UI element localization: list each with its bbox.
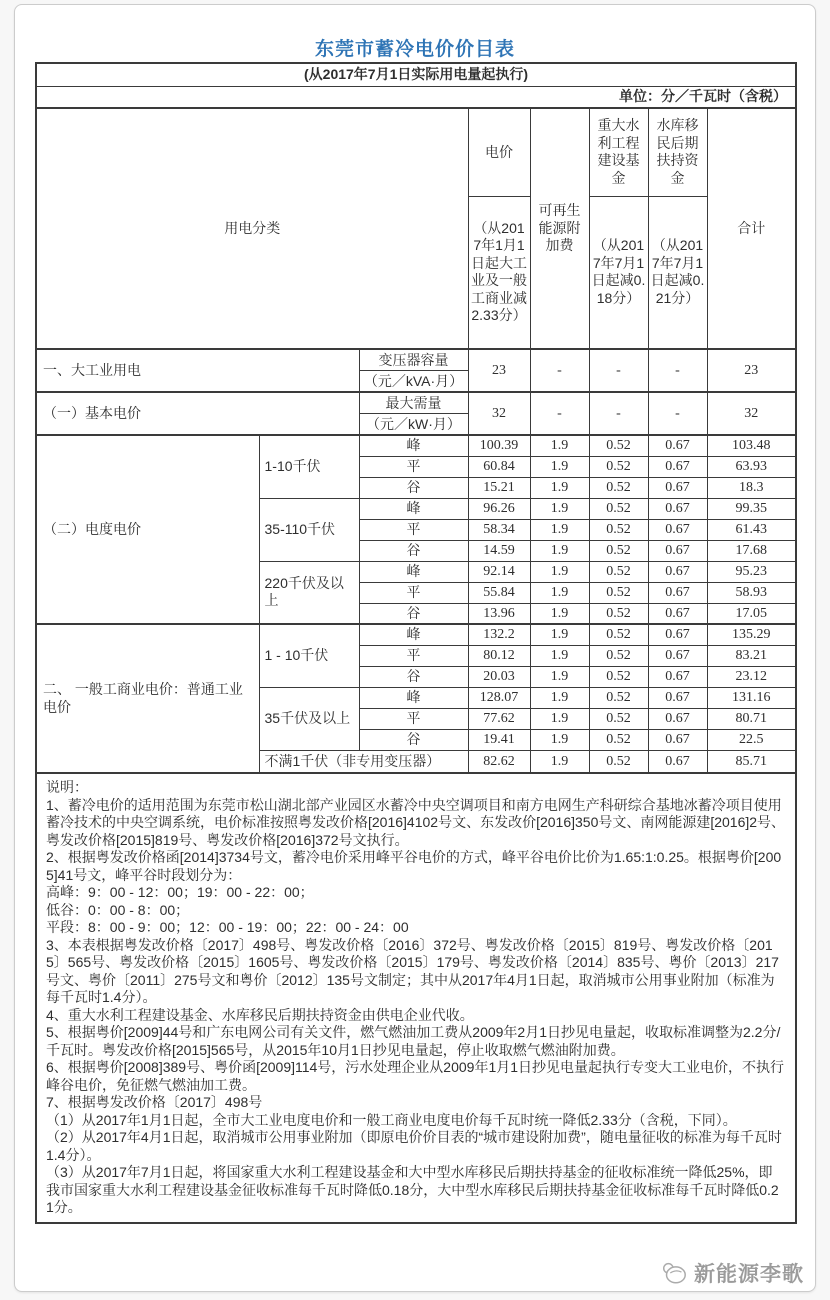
value-cell: 96.26 xyxy=(468,498,530,519)
value-cell: 32 xyxy=(707,392,796,435)
note-line: 5、根据粤价[2009]44号和广东电网公司有关文件，燃气燃油加工费从2009年2月1日抄见电量起，收取标准调整为2.2分/千瓦时。粤发改价格[2015]565号，从2015年10月1日抄见电量起，停止收取燃气燃油附加费。 xyxy=(46,1024,781,1058)
period-cell: 峰 xyxy=(359,687,468,708)
watermark-text: 新能源李歌 xyxy=(694,1263,804,1286)
value-cell: 19.41 xyxy=(468,729,530,750)
value-cell: 17.68 xyxy=(707,540,796,561)
value-cell: 99.35 xyxy=(707,498,796,519)
value-cell: 55.84 xyxy=(468,582,530,603)
value-cell: 132.2 xyxy=(468,624,530,645)
value-cell: - xyxy=(648,349,707,392)
value-cell: 23.12 xyxy=(707,666,796,687)
value-cell: 0.67 xyxy=(648,624,707,645)
note-line: 6、根据粤价[2008]389号、粤价函[2009]114号，污水处理企业从2009年1月1日抄见电量起执行专变大工业电价，不执行峰谷电价，免征燃气燃油加工费。 xyxy=(46,1059,785,1093)
value-cell: 1.9 xyxy=(530,582,589,603)
note-line: 平段：8：00 - 9：00；12：00 - 19：00；22：00 - 24：00 xyxy=(46,919,409,935)
value-cell: 60.84 xyxy=(468,456,530,477)
value-cell: 0.52 xyxy=(589,708,648,729)
period-cell: 谷 xyxy=(359,477,468,498)
value-cell: 1.9 xyxy=(530,750,589,773)
value-cell: 1.9 xyxy=(530,519,589,540)
value-cell: 0.52 xyxy=(589,540,648,561)
voltage-1-10kv: 1-10千伏 xyxy=(259,435,359,498)
value-cell: 1.9 xyxy=(530,540,589,561)
value-cell: 1.9 xyxy=(530,456,589,477)
value-cell: 0.52 xyxy=(589,498,648,519)
value-cell: 0.52 xyxy=(589,582,648,603)
table-row xyxy=(36,349,796,392)
value-cell: 13.96 xyxy=(468,603,530,624)
value-cell: 0.67 xyxy=(648,729,707,750)
header-reservoir-fund-note: （从2017年7月1日起减0.21分） xyxy=(648,196,707,349)
value-cell: 1.9 xyxy=(530,624,589,645)
header-total: 合计 xyxy=(707,108,796,349)
value-cell: 23 xyxy=(707,349,796,392)
value-cell: 0.52 xyxy=(589,477,648,498)
value-cell: 128.07 xyxy=(468,687,530,708)
value-cell: 0.52 xyxy=(589,729,648,750)
value-cell: 92.14 xyxy=(468,561,530,582)
period-cell: 平 xyxy=(359,456,468,477)
value-cell: - xyxy=(530,349,589,392)
value-cell: 14.59 xyxy=(468,540,530,561)
period-cell: 峰 xyxy=(359,435,468,456)
value-cell: 1.9 xyxy=(530,687,589,708)
item-max-demand: 最大需量 （元／kW·月） xyxy=(359,392,468,435)
value-cell: 95.23 xyxy=(707,561,796,582)
period-cell: 平 xyxy=(359,708,468,729)
table-row xyxy=(36,435,796,456)
value-cell: 0.67 xyxy=(648,498,707,519)
period-cell: 平 xyxy=(359,645,468,666)
notes-title: 说明： xyxy=(46,779,88,795)
value-cell: 0.67 xyxy=(648,519,707,540)
period-cell: 谷 xyxy=(359,729,468,750)
value-cell: 23 xyxy=(468,349,530,392)
value-cell: 1.9 xyxy=(530,729,589,750)
value-cell: 0.52 xyxy=(589,624,648,645)
header-renewable-surcharge: 可再生能源附加费 xyxy=(530,108,589,349)
period-cell: 平 xyxy=(359,582,468,603)
value-cell: 0.52 xyxy=(589,645,648,666)
price-table xyxy=(35,62,797,1224)
note-line: 低谷：0：00 - 8：00； xyxy=(46,901,190,918)
value-cell: 58.34 xyxy=(468,519,530,540)
value-cell: 22.5 xyxy=(707,729,796,750)
value-cell: 0.52 xyxy=(589,750,648,773)
value-cell: 20.03 xyxy=(468,666,530,687)
value-cell: 77.62 xyxy=(468,708,530,729)
value-cell: 0.67 xyxy=(648,540,707,561)
period-cell: 谷 xyxy=(359,603,468,624)
value-cell: 0.52 xyxy=(589,666,648,687)
notes-section xyxy=(36,773,796,1223)
value-cell: 1.9 xyxy=(530,666,589,687)
note-line: （3）从2017年7月1日起，将国家重大水利工程建设基金和大中型水库移民后期扶持基金的征收标准统一降低25%，即我市国家重大水利工程建设基金征收标准每千瓦时降低0.18分，大中型水库移民后期扶持基金征收标准每千瓦时降低0.21分。 xyxy=(46,1164,779,1215)
header-water-fund-note: （从2017年7月1日起减0.18分） xyxy=(589,196,648,349)
page-title: 东莞市蓄冷电价价目表 xyxy=(314,39,515,60)
value-cell: 135.29 xyxy=(707,624,796,645)
value-cell: 0.52 xyxy=(589,456,648,477)
value-cell: 0.67 xyxy=(648,687,707,708)
voltage-35-110kv: 35-110千伏 xyxy=(259,498,359,561)
value-cell: 80.71 xyxy=(707,708,796,729)
value-cell: 0.67 xyxy=(648,477,707,498)
header-price: 电价 xyxy=(468,108,530,196)
value-cell: 17.05 xyxy=(707,603,796,624)
value-cell: 1.9 xyxy=(530,708,589,729)
note-line: 高峰：9：00 - 12：00；19：00 - 22：00； xyxy=(46,884,314,900)
value-cell: 63.93 xyxy=(707,456,796,477)
value-cell: 83.21 xyxy=(707,645,796,666)
value-cell: 1.9 xyxy=(530,477,589,498)
value-cell: 0.67 xyxy=(648,603,707,624)
table-row xyxy=(36,392,796,435)
voltage-under-1kv: 不满1千伏（非专用变压器） xyxy=(259,750,468,773)
category-energy-price: （二）电度电价 xyxy=(36,435,259,624)
value-cell: 0.67 xyxy=(648,561,707,582)
value-cell: 0.67 xyxy=(648,750,707,773)
value-cell: 1.9 xyxy=(530,498,589,519)
value-cell: 0.52 xyxy=(589,435,648,456)
period-cell: 峰 xyxy=(359,624,468,645)
table-row xyxy=(36,624,796,645)
note-line: 1、蓄冷电价的适用范围为东莞市松山湖北部产业园区水蓄冷中央空调项目和南方电网生产科研综合基地冰蓄冷项目使用蓄冷技术的中央空调系统，电价标准按照粤发改价格[2016]4102号文、东发改价[2016]350号文、南网能源建[2016]2号、粤发改价格[2015]819号、粤发改价格[2016]372号文执行。 xyxy=(46,796,786,848)
value-cell: 15.21 xyxy=(468,477,530,498)
category-large-industry: 一、大工业用电 xyxy=(36,349,359,392)
value-cell: 85.71 xyxy=(707,750,796,773)
value-cell: - xyxy=(589,349,648,392)
value-cell: 32 xyxy=(468,392,530,435)
voltage-220kv-above: 220千伏及以上 xyxy=(259,561,359,624)
category-commercial-price: 二、 一般工商业电价：普通工业电价 xyxy=(36,624,259,773)
value-cell: 82.62 xyxy=(468,750,530,773)
value-cell: 0.52 xyxy=(589,561,648,582)
note-line: 2、根据粤发改价格函[2014]3734号文，蓄冷电价采用峰平谷电价的方式，峰平谷电价比价为1.65:1:0.25。根据粤价[2005]41号文，峰平谷时段划分为： xyxy=(46,849,782,883)
value-cell: 1.9 xyxy=(530,435,589,456)
value-cell: 0.67 xyxy=(648,666,707,687)
header-reservoir-fund: 水库移民后期扶持资金 xyxy=(648,108,707,196)
period-cell: 峰 xyxy=(359,561,468,582)
value-cell: 103.48 xyxy=(707,435,796,456)
watermark-logo-icon xyxy=(659,1259,689,1287)
value-cell: 0.52 xyxy=(589,603,648,624)
value-cell: 1.9 xyxy=(530,645,589,666)
value-cell: 61.43 xyxy=(707,519,796,540)
value-cell: 0.52 xyxy=(589,519,648,540)
value-cell: 0.67 xyxy=(648,708,707,729)
value-cell: 0.67 xyxy=(648,456,707,477)
value-cell: 1.9 xyxy=(530,603,589,624)
note-line: 4、重大水利工程建设基金、水库移民后期扶持资金由供电企业代收。 xyxy=(46,1006,474,1023)
value-cell: 0.67 xyxy=(648,582,707,603)
voltage-35kv-above: 35千伏及以上 xyxy=(259,687,359,750)
value-cell: - xyxy=(530,392,589,435)
value-cell: - xyxy=(589,392,648,435)
note-line: 7、根据粤发改价格〔2017〕498号 xyxy=(46,1094,263,1110)
period-cell: 平 xyxy=(359,519,468,540)
category-basic-price: （一）基本电价 xyxy=(36,392,359,435)
value-cell: 18.3 xyxy=(707,477,796,498)
table-subtitle: (从2017年7月1日实际用电量起执行) xyxy=(36,63,796,86)
header-price-note: （从2017年1月1日起大工业及一般工商业减2.33分） xyxy=(468,196,530,349)
unit-note: 单位：分／千瓦时（含税） xyxy=(36,86,796,108)
value-cell: 0.52 xyxy=(589,687,648,708)
value-cell: 58.93 xyxy=(707,582,796,603)
period-cell: 谷 xyxy=(359,540,468,561)
item-transformer-capacity: 变压器容量 （元／kVA·月） xyxy=(359,349,468,392)
header-water-fund: 重大水利工程建设基金 xyxy=(589,108,648,196)
value-cell: 1.9 xyxy=(530,561,589,582)
note-line: 3、本表根据粤发改价格〔2017〕498号、粤发改价格〔2016〕372号、粤发改价格〔2015〕819号、粤发改价格〔2015〕565号、粤发改价格〔2015〕1605号、粤发改价格〔2015〕179号、粤发改价格〔2014〕835号、粤价〔2013〕217号文、粤价〔2011〕275号文和粤价〔2012〕135号文制定；其中从2017年4月1日起，取消城市公用事业附加（标准为每千瓦时1.4分）。 xyxy=(46,936,779,1005)
value-cell: 80.12 xyxy=(468,645,530,666)
value-cell: 0.67 xyxy=(648,645,707,666)
value-cell: 0.67 xyxy=(648,435,707,456)
voltage-1-10kv-commercial: 1 - 10千伏 xyxy=(259,624,359,687)
value-cell: - xyxy=(648,392,707,435)
note-line: （1）从2017年1月1日起，全市大工业电度电价和一般工商业电度电价每千瓦时统一降低2.33分（含税，下同）。 xyxy=(46,1111,737,1128)
watermark xyxy=(659,1258,804,1288)
period-cell: 峰 xyxy=(359,498,468,519)
value-cell: 131.16 xyxy=(707,687,796,708)
period-cell: 谷 xyxy=(359,666,468,687)
header-usage-class: 用电分类 xyxy=(36,108,468,349)
value-cell: 100.39 xyxy=(468,435,530,456)
note-line: （2）从2017年4月1日起，取消城市公用事业附加（即原电价价目表的“城市建设附加费”，随电量征收的标准为每千瓦时1.4分）。 xyxy=(46,1129,782,1163)
